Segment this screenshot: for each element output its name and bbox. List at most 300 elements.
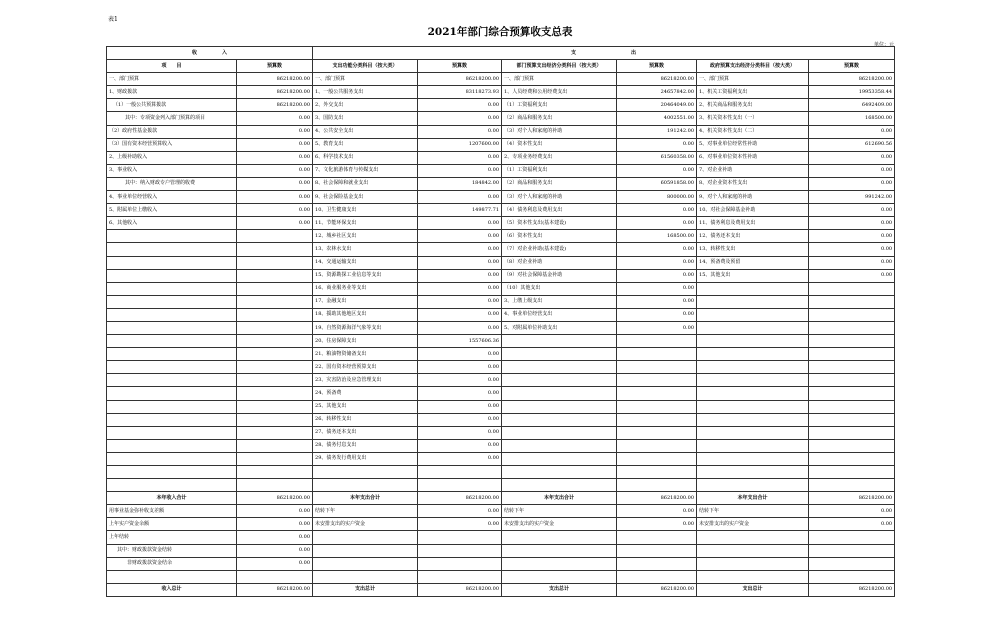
item-cell: 3、上缴上级支出 [502, 295, 617, 308]
amount-cell: 86218200.00 [237, 99, 313, 112]
table-row [107, 544, 895, 557]
amount-cell: 86218200.00 [418, 583, 502, 596]
amount-cell [237, 466, 313, 479]
item-cell: 4、事业单位经营支出 [502, 308, 617, 321]
item-cell: 9、社会保险基金支出 [313, 191, 418, 204]
item-cell [697, 361, 809, 374]
item-cell: 29、债务发行费用支出 [313, 452, 418, 465]
item-cell: （2）商品和服务支出 [502, 112, 617, 125]
amount-cell: 0.00 [418, 426, 502, 439]
table-row [107, 583, 895, 596]
amount-cell: 0.00 [418, 191, 502, 204]
table-row [107, 348, 895, 361]
amount-cell: 86218200.00 [809, 73, 895, 86]
table-row [107, 308, 895, 321]
item-cell: （3）对个人和家庭的补助 [502, 125, 617, 138]
item-cell [697, 544, 809, 557]
item-cell: 2、外交支出 [313, 99, 418, 112]
item-cell [502, 413, 617, 426]
item-cell [697, 479, 809, 492]
item-cell [313, 466, 418, 479]
item-cell [502, 531, 617, 544]
item-cell [697, 400, 809, 413]
amount-cell [809, 308, 895, 321]
amount-cell: 0.00 [418, 256, 502, 269]
amount-cell: 0.00 [418, 439, 502, 452]
table-row [107, 164, 895, 177]
item-cell: 1、人员经费和公用经费支出 [502, 86, 617, 99]
table-row [107, 321, 895, 334]
amount-cell: 0.00 [418, 361, 502, 374]
item-cell [107, 479, 237, 492]
table-row [107, 452, 895, 465]
item-cell: （1）工资福利支出 [502, 164, 617, 177]
amount-cell [617, 413, 697, 426]
item-cell: 未安排支出的实户资金 [502, 518, 617, 531]
item-cell [107, 348, 237, 361]
item-cell: 21、粮油物资储备支出 [313, 348, 418, 361]
amount-cell [418, 479, 502, 492]
amount-cell: 0.00 [617, 256, 697, 269]
item-cell: 1、机关工资福利支出 [697, 86, 809, 99]
amount-cell: 0.00 [418, 295, 502, 308]
amount-cell: 1557606.36 [418, 335, 502, 348]
item-cell: 22、国有资本经营预算支出 [313, 361, 418, 374]
item-cell [502, 387, 617, 400]
table-row [107, 400, 895, 413]
amount-cell [617, 348, 697, 361]
amount-cell: 0.00 [418, 243, 502, 256]
amount-cell [809, 282, 895, 295]
item-cell [697, 282, 809, 295]
amount-cell: 86218200.00 [237, 583, 313, 596]
item-cell: 20、住房保障支出 [313, 335, 418, 348]
amount-cell [237, 387, 313, 400]
amount-cell [809, 466, 895, 479]
amount-cell: 0.00 [418, 374, 502, 387]
item-cell [502, 570, 617, 583]
amount-cell: 0.00 [237, 217, 313, 230]
item-cell [107, 439, 237, 452]
amount-cell [809, 295, 895, 308]
item-cell: 6、其他收入 [107, 217, 237, 230]
amount-cell [617, 400, 697, 413]
table-row [107, 413, 895, 426]
item-cell: 12、债务还本支出 [697, 230, 809, 243]
item-cell [313, 479, 418, 492]
amount-cell [617, 426, 697, 439]
item-cell: （4）债务利息及费用支出 [502, 204, 617, 217]
amount-cell [237, 321, 313, 334]
column-header: 部门预算支出经济分类科目（按大类） [502, 60, 617, 73]
amount-cell [237, 439, 313, 452]
item-cell [502, 557, 617, 570]
amount-cell: 86218200.00 [418, 73, 502, 86]
item-cell: 5、对附属单位补助支出 [502, 321, 617, 334]
item-cell: 28、债务付息支出 [313, 439, 418, 452]
column-header: 支出功能分类科目（按大类） [313, 60, 418, 73]
amount-cell: 86218200.00 [418, 492, 502, 505]
item-cell: 一、部门预算 [313, 73, 418, 86]
amount-cell: 86218200.00 [617, 492, 697, 505]
table-row [107, 151, 895, 164]
table-row [107, 204, 895, 217]
item-cell [697, 531, 809, 544]
amount-cell [809, 335, 895, 348]
item-cell: 结转下年 [502, 505, 617, 518]
amount-cell: 0.00 [809, 164, 895, 177]
item-cell [107, 361, 237, 374]
item-cell: 19、自然资源海洋气象等支出 [313, 321, 418, 334]
amount-cell [809, 544, 895, 557]
item-cell: 15、资源勘探工业信息等支出 [313, 269, 418, 282]
table-row [107, 243, 895, 256]
item-cell: 上年结转 [107, 531, 237, 544]
amount-cell [809, 439, 895, 452]
amount-cell [617, 361, 697, 374]
table-row [107, 125, 895, 138]
amount-cell: 4002551.00 [617, 112, 697, 125]
table-row [107, 570, 895, 583]
item-cell [107, 466, 237, 479]
amount-cell [809, 452, 895, 465]
amount-cell: 0.00 [617, 282, 697, 295]
amount-cell: 0.00 [237, 138, 313, 151]
amount-cell: 0.00 [809, 151, 895, 164]
unit-label: 单位：元 [873, 42, 894, 48]
table-row [107, 505, 895, 518]
item-cell [697, 321, 809, 334]
item-cell [502, 426, 617, 439]
item-cell [107, 570, 237, 583]
table-row [107, 531, 895, 544]
item-cell [502, 348, 617, 361]
amount-cell [617, 466, 697, 479]
amount-cell: 86218200.00 [617, 583, 697, 596]
item-cell [107, 269, 237, 282]
amount-cell: 168500.00 [809, 112, 895, 125]
amount-cell: 61560358.00 [617, 151, 697, 164]
item-cell [697, 374, 809, 387]
item-cell: 8、社会保障和就业支出 [313, 177, 418, 190]
column-header: 政府预算支出经济分类科目（按大类） [697, 60, 809, 73]
item-cell: 9、对个人和家庭的补助 [697, 191, 809, 204]
item-cell [107, 413, 237, 426]
item-cell [502, 479, 617, 492]
amount-cell [617, 479, 697, 492]
amount-cell: 191242.00 [617, 125, 697, 138]
item-cell: 上年实户资金余额 [107, 518, 237, 531]
item-cell: （1）工资福利支出 [502, 99, 617, 112]
amount-cell: 1207600.00 [418, 138, 502, 151]
column-header: 预算数 [237, 60, 313, 73]
amount-cell: 0.00 [418, 282, 502, 295]
item-cell: 18、援助其他地区支出 [313, 308, 418, 321]
item-cell [697, 387, 809, 400]
amount-cell: 0.00 [237, 177, 313, 190]
table-row [107, 387, 895, 400]
item-cell: 本年支出合计 [502, 492, 617, 505]
amount-cell: 0.00 [617, 321, 697, 334]
amount-cell [617, 570, 697, 583]
item-cell: 用事业基金弥补收支差额 [107, 505, 237, 518]
amount-cell [237, 335, 313, 348]
amount-cell: 0.00 [809, 269, 895, 282]
amount-cell: 0.00 [418, 321, 502, 334]
amount-cell [809, 374, 895, 387]
item-cell: 本年支出合计 [313, 492, 418, 505]
table-row [107, 269, 895, 282]
item-cell [697, 570, 809, 583]
amount-cell [237, 426, 313, 439]
item-cell: 11、债务利息及费用支出 [697, 217, 809, 230]
amount-cell: 60591858.00 [617, 177, 697, 190]
item-cell [502, 400, 617, 413]
amount-cell: 83118273.93 [418, 86, 502, 99]
item-cell [502, 544, 617, 557]
item-cell: 10、对社会保障基金补助 [697, 204, 809, 217]
amount-cell: 149877.71 [418, 204, 502, 217]
item-cell: 24、预备费 [313, 387, 418, 400]
amount-cell: 86218200.00 [237, 73, 313, 86]
item-cell [502, 439, 617, 452]
amount-cell: 0.00 [418, 99, 502, 112]
table-row [107, 518, 895, 531]
table-row [107, 492, 895, 505]
item-cell [313, 570, 418, 583]
amount-cell: 0.00 [418, 151, 502, 164]
amount-cell: 0.00 [237, 544, 313, 557]
income-section-header: 收 入 [107, 47, 313, 60]
amount-cell [809, 531, 895, 544]
amount-cell: 0.00 [809, 125, 895, 138]
amount-cell: 0.00 [237, 151, 313, 164]
item-cell: 10、卫生健康支出 [313, 204, 418, 217]
item-cell: （1）一般公共预算拨款 [107, 99, 237, 112]
table-row [107, 86, 895, 99]
item-cell [313, 544, 418, 557]
amount-cell: 612690.56 [809, 138, 895, 151]
amount-cell [237, 361, 313, 374]
amount-cell: 0.00 [809, 177, 895, 190]
item-cell: （3）对个人和家庭的补助 [502, 191, 617, 204]
table-row [107, 466, 895, 479]
table-row [107, 99, 895, 112]
item-cell [697, 413, 809, 426]
amount-cell: 20464049.00 [617, 99, 697, 112]
amount-cell [237, 308, 313, 321]
amount-cell: 86218200.00 [237, 492, 313, 505]
item-cell: 4、公共安全支出 [313, 125, 418, 138]
item-cell: 结转下年 [697, 505, 809, 518]
item-cell [502, 361, 617, 374]
item-cell: 一、部门预算 [697, 73, 809, 86]
item-cell: 3、机关资本性支出（一） [697, 112, 809, 125]
table-row [107, 361, 895, 374]
item-cell: （7）对企业补助(基本建设) [502, 243, 617, 256]
amount-cell [809, 426, 895, 439]
item-cell: 26、转移性支出 [313, 413, 418, 426]
item-cell: 非财政拨款资金结余 [107, 557, 237, 570]
amount-cell: 0.00 [617, 518, 697, 531]
item-cell: 其中：专项资金列入部门预算的项目 [107, 112, 237, 125]
amount-cell: 0.00 [237, 191, 313, 204]
item-cell [697, 426, 809, 439]
amount-cell [237, 243, 313, 256]
amount-cell [418, 544, 502, 557]
table-row [107, 282, 895, 295]
amount-cell: 0.00 [418, 269, 502, 282]
amount-cell [809, 479, 895, 492]
item-cell: 1、财政拨款 [107, 86, 237, 99]
column-header: 预算数 [809, 60, 895, 73]
amount-cell: 0.00 [809, 217, 895, 230]
table-row [107, 295, 895, 308]
amount-cell: 0.00 [617, 217, 697, 230]
amount-cell [237, 413, 313, 426]
item-cell: 8、对企业资本性支出 [697, 177, 809, 190]
amount-cell: 0.00 [418, 400, 502, 413]
amount-cell: 0.00 [617, 164, 697, 177]
item-cell: （6）资本性支出 [502, 230, 617, 243]
amount-cell: 184842.00 [418, 177, 502, 190]
amount-cell: 0.00 [418, 164, 502, 177]
item-cell: 14、预备费及预留 [697, 256, 809, 269]
amount-cell [237, 400, 313, 413]
table-row [107, 439, 895, 452]
item-cell: 一、部门预算 [502, 73, 617, 86]
item-cell [502, 452, 617, 465]
amount-cell: 0.00 [617, 505, 697, 518]
item-cell: （10）其他支出 [502, 282, 617, 295]
amount-cell [617, 544, 697, 557]
item-cell: 1、一般公共服务支出 [313, 86, 418, 99]
item-cell [697, 452, 809, 465]
item-cell [697, 466, 809, 479]
item-cell [107, 387, 237, 400]
column-header: 预算数 [617, 60, 697, 73]
amount-cell: 0.00 [237, 557, 313, 570]
amount-cell [809, 400, 895, 413]
table-row [107, 479, 895, 492]
item-cell [502, 466, 617, 479]
item-cell: （2）政府性基金拨款 [107, 125, 237, 138]
item-cell: 本年收入合计 [107, 492, 237, 505]
item-cell: 15、其他支出 [697, 269, 809, 282]
table-row [107, 426, 895, 439]
item-cell: 支出总计 [313, 583, 418, 596]
item-cell: （2）商品和服务支出 [502, 177, 617, 190]
item-cell: 3、国防支出 [313, 112, 418, 125]
amount-cell: 86218200.00 [237, 86, 313, 99]
amount-cell: 0.00 [809, 505, 895, 518]
amount-cell [617, 452, 697, 465]
amount-cell: 0.00 [418, 217, 502, 230]
item-cell: 一、部门预算 [107, 73, 237, 86]
amount-cell: 0.00 [617, 308, 697, 321]
amount-cell [237, 348, 313, 361]
item-cell: （4）资本性支出 [502, 138, 617, 151]
amount-cell [418, 557, 502, 570]
item-cell [313, 531, 418, 544]
item-cell [107, 308, 237, 321]
item-cell: 14、交通运输支出 [313, 256, 418, 269]
amount-cell [237, 570, 313, 583]
amount-cell [617, 374, 697, 387]
amount-cell: 0.00 [237, 518, 313, 531]
amount-cell: 0.00 [418, 413, 502, 426]
item-cell [313, 557, 418, 570]
item-cell: 11、节能环保支出 [313, 217, 418, 230]
table-row [107, 138, 895, 151]
item-cell [107, 243, 237, 256]
amount-cell: 0.00 [237, 531, 313, 544]
item-cell: 其中：财政拨款资金结转 [107, 544, 237, 557]
amount-cell: 0.00 [237, 125, 313, 138]
column-header: 项 目 [107, 60, 237, 73]
item-cell: 7、对企业补助 [697, 164, 809, 177]
item-cell [697, 335, 809, 348]
item-cell: 2、上级补助收入 [107, 151, 237, 164]
amount-cell [809, 361, 895, 374]
table-row [107, 335, 895, 348]
table-row [107, 217, 895, 230]
item-cell [107, 426, 237, 439]
amount-cell [617, 387, 697, 400]
amount-cell: 0.00 [418, 308, 502, 321]
amount-cell [237, 282, 313, 295]
amount-cell: 0.00 [237, 204, 313, 217]
table-row [107, 374, 895, 387]
item-cell: （8）对企业补助 [502, 256, 617, 269]
amount-cell [809, 570, 895, 583]
table-row [107, 112, 895, 125]
item-cell: 27、债务还本支出 [313, 426, 418, 439]
amount-cell [809, 387, 895, 400]
item-cell [107, 282, 237, 295]
amount-cell [617, 335, 697, 348]
item-cell: 17、金融支出 [313, 295, 418, 308]
amount-cell: 86218200.00 [617, 73, 697, 86]
amount-cell: 0.00 [809, 230, 895, 243]
item-cell: 6、对事业单位资本性补助 [697, 151, 809, 164]
amount-cell [809, 413, 895, 426]
item-cell: 4、事业单位经营收入 [107, 191, 237, 204]
item-cell: 25、其他支出 [313, 400, 418, 413]
amount-cell [809, 321, 895, 334]
amount-cell: 86218200.00 [809, 583, 895, 596]
item-cell [107, 452, 237, 465]
amount-cell: 0.00 [418, 348, 502, 361]
amount-cell [418, 466, 502, 479]
table-row [107, 256, 895, 269]
amount-cell: 24657842.00 [617, 86, 697, 99]
amount-cell: 800000.00 [617, 191, 697, 204]
item-cell [107, 321, 237, 334]
amount-cell: 0.00 [418, 452, 502, 465]
amount-cell [237, 452, 313, 465]
table-row [107, 73, 895, 86]
item-cell: 5、对事业单位经常性补助 [697, 138, 809, 151]
amount-cell [418, 570, 502, 583]
amount-cell: 0.00 [418, 518, 502, 531]
item-cell [107, 374, 237, 387]
item-cell [107, 335, 237, 348]
item-cell: 7、文化旅游体育与传媒支出 [313, 164, 418, 177]
amount-cell [418, 531, 502, 544]
item-cell: 16、商业服务业等支出 [313, 282, 418, 295]
amount-cell [617, 531, 697, 544]
